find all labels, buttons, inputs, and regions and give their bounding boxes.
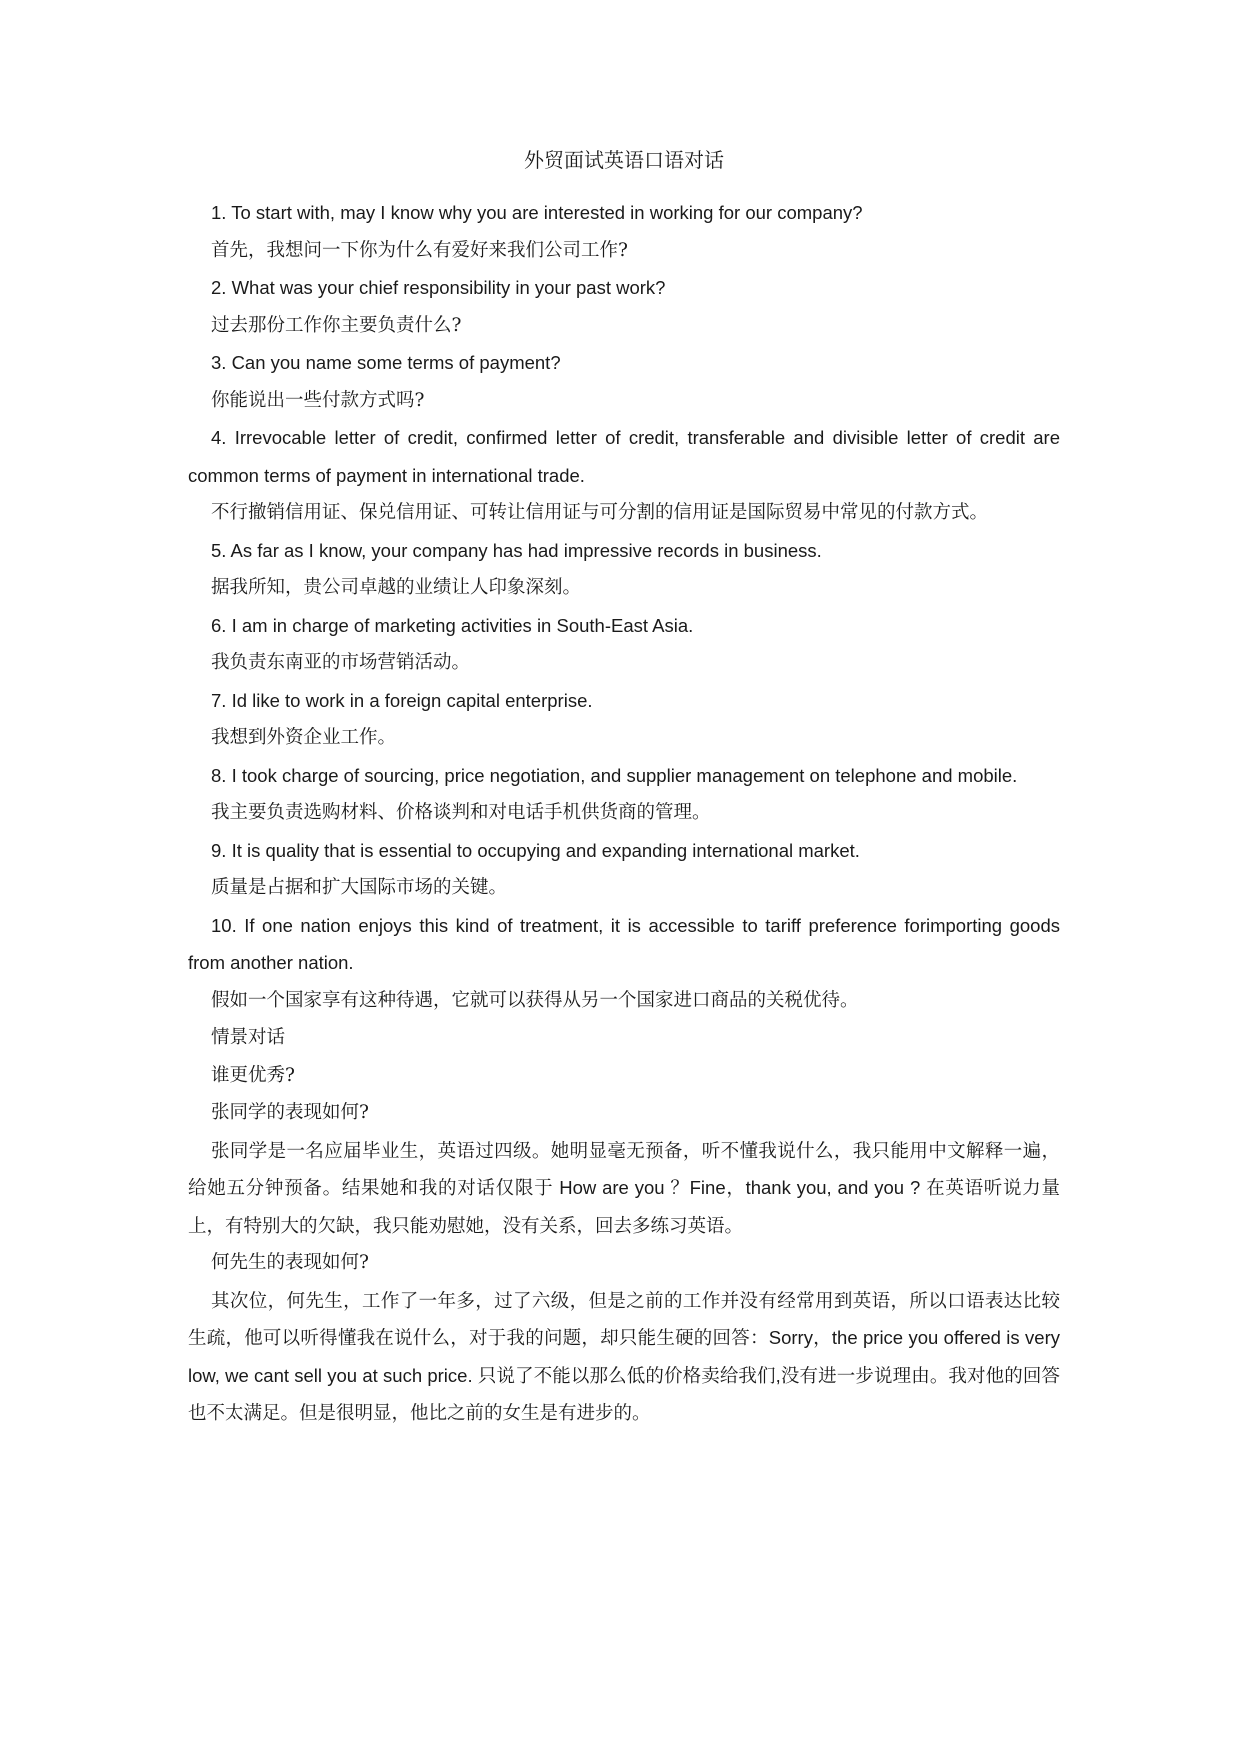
paragraph: 5. As far as I know, your company has had impressive records in business. [211, 539, 822, 561]
paragraph: 其次位，何先生，工作了一年多，过了六级，但是之前的工作并没有经常用到英语，所以口语表达比较生疏，他可以听得懂我在说什么，对于我的问题，却只能生硬的回答：Sorry，the price you offered is very low, we cant sell you at such price. 只说了不能以那么低的价格卖给我们,没有进一步说理由。我对他的回答也不太满足。但是很明显，他比之前的女生是有进步的。 [188, 1289, 1060, 1423]
paragraph: 我负责东南亚的市场营销活动。 [211, 652, 471, 673]
paragraph: 8. I took charge of sourcing, price negotiation, and supplier management on telephone and mobile. [211, 764, 1018, 786]
paragraph: 张同学是一名应届毕业生，英语过四级。她明显毫无预备，听不懂我说什么，我只能用中文解释一遍，给她五分钟预备。结果她和我的对话仅限于 How are you ？Fine，thank you, and you ? 在英语听说力量上，有特别大的欠缺，我只能劝慰她，没有关系，回去多练习英语。 [188, 1139, 1060, 1236]
paragraph: 情景对话 [211, 1027, 286, 1048]
paragraph: 不行撤销信用证、保兑信用证、可转让信用证与可分割的信用证是国际贸易中常见的付款方式。 [211, 502, 989, 523]
paragraph: 7. Id like to work in a foreign capital enterprise. [211, 689, 593, 711]
paragraph: 何先生的表现如何? [211, 1252, 369, 1273]
paragraph: 我想到外资企业工作。 [211, 727, 397, 748]
paragraph: 4. Irrevocable letter of credit, confirmed letter of credit, transferable and divisible letter of credit are common terms of payment in international trade. [188, 427, 1060, 486]
paragraph: 9. It is quality that is essential to occupying and expanding international market. [211, 839, 860, 861]
paragraph: 据我所知，贵公司卓越的业绩让人印象深刻。 [211, 577, 582, 598]
paragraph: 质量是占据和扩大国际市场的关键。 [211, 877, 508, 898]
paragraph: 谁更优秀? [211, 1064, 295, 1086]
document-page [188, 148, 1060, 1432]
paragraph: 3. Can you name some terms of payment? [211, 352, 561, 373]
paragraph: 6. I am in charge of marketing activities in South-East Asia. [211, 614, 694, 636]
paragraph: 过去那份工作你主要负责什么? [211, 314, 462, 336]
paragraph: 张同学的表现如何? [211, 1102, 369, 1123]
paragraph: 10. If one nation enjoys this kind of treatment, it is accessible to tariff preference forimporting goods from another nation. [188, 914, 1060, 973]
paragraph: 假如一个国家享有这种待遇，它就可以获得从另一个国家进口商品的关税优待。 [211, 989, 859, 1011]
paragraph: 2. What was your chief responsibility in your past work? [211, 277, 666, 298]
paragraph: 你能说出一些付款方式吗? [211, 389, 425, 411]
document-body [188, 194, 1060, 1432]
paragraph: 我主要负责选购材料、价格谈判和对电话手机供货商的管理。 [211, 802, 711, 823]
paragraph: 1. To start with, may I know why you are interested in working for our company? [211, 202, 863, 223]
document-title: 外贸面试英语口语对话 [524, 148, 724, 172]
paragraph: 首先，我想问一下你为什么有爱好来我们公司工作? [211, 239, 628, 261]
